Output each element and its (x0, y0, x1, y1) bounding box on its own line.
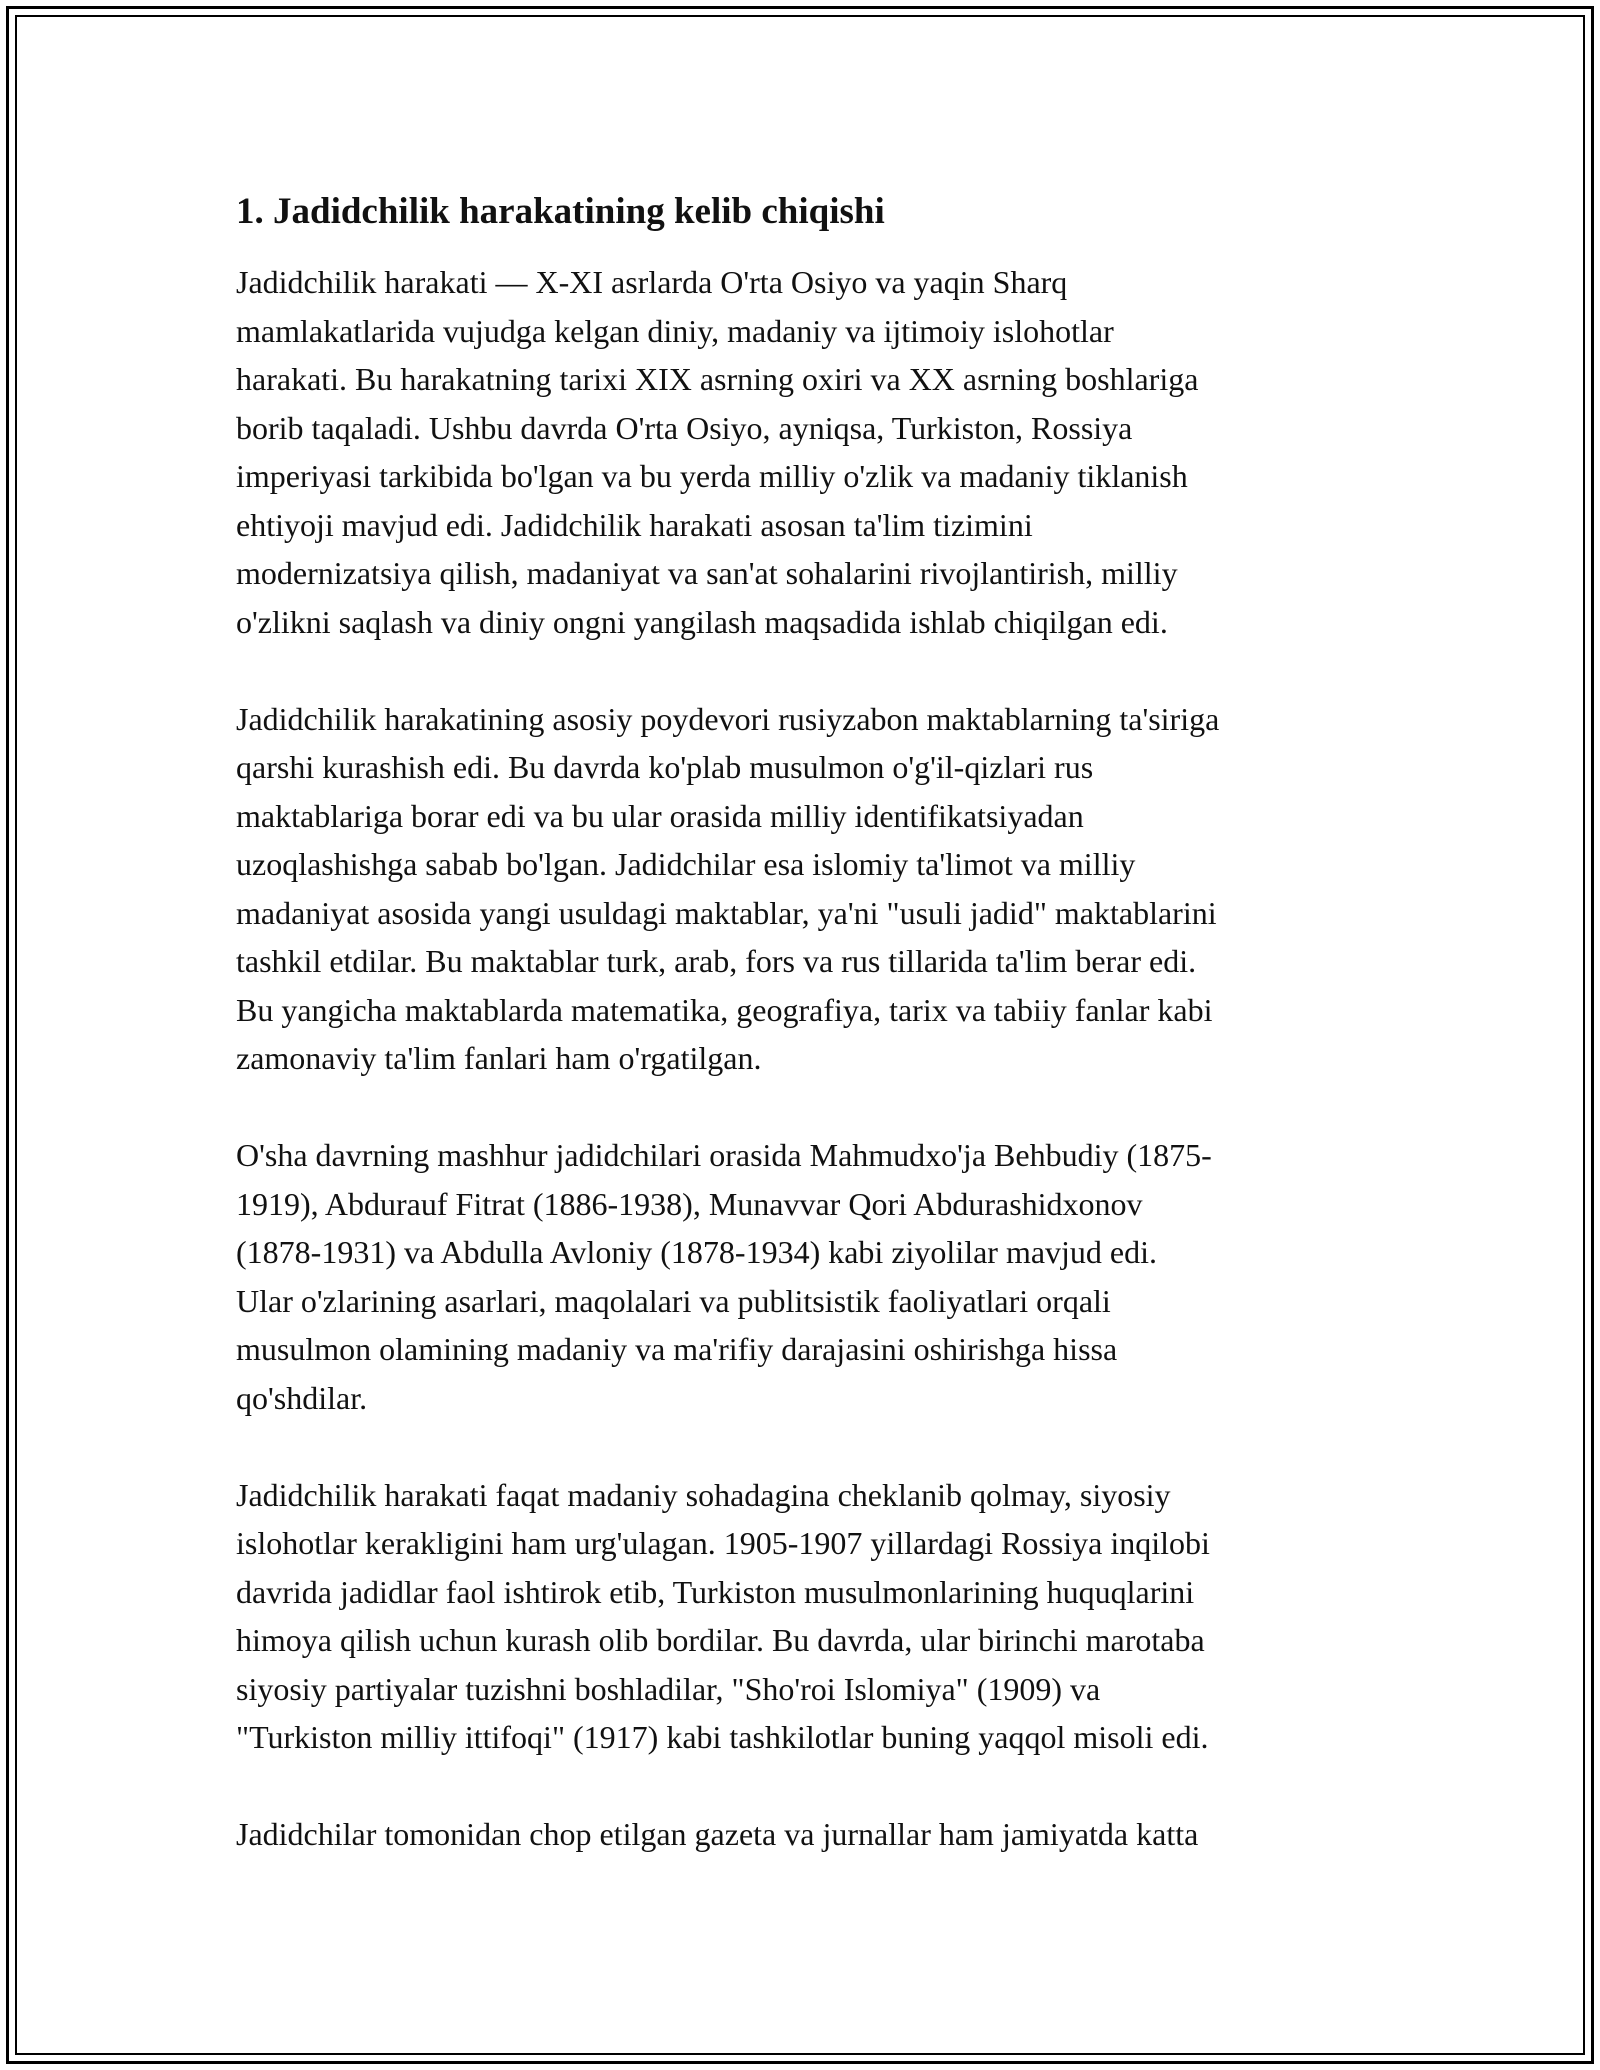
text-line: Ular o'zlarining asarlari, maqolalari va publitsistik faoliyatlari orqali (236, 1282, 1111, 1319)
text-line: imperiyasi tarkibida bo'lgan va bu yerda milliy o'zlik va madaniy tiklanish (236, 458, 1188, 494)
paragraph (236, 1810, 1396, 1859)
paragraph-list (236, 258, 1396, 1859)
text-line: siyosiy partiyalar tuzishni boshladilar, "Sho'roi Islomiya" (1909) va (236, 1670, 1101, 1707)
text-line: himoya qilish uchun kurash olib bordilar. Bu davrda, ular birinchi marotaba (236, 1622, 1205, 1658)
text-line: Jadidchilik harakati faqat madaniy sohadagina cheklanib qolmay, siyosiy (236, 1476, 1171, 1513)
section-heading: 1. Jadidchilik harakatining kelib chiqishi (236, 191, 885, 232)
text-line: modernizatsiya qilish, madaniyat va san'at sohalarini rivojlantirish, milliy (236, 555, 1178, 591)
text-line: (1878-1931) va Abdulla Avloniy (1878-1934) kabi ziyolilar mavjud edi. (236, 1234, 1158, 1270)
paragraph (236, 695, 1396, 1083)
text-line: madaniyat asosida yangi usuldagi maktablar, ya'ni "usuli jadid" maktablarini (236, 894, 1217, 931)
text-line: harakati. Bu harakatning tarixi XIX asrning oxiri va XX asrning boshlariga (236, 361, 1199, 397)
text-line: ehtiyoji mavjud edi. Jadidchilik harakati asosan ta'lim tizimini (236, 506, 1033, 543)
paragraph (236, 1471, 1396, 1762)
text-line: islohotlar kerakligini ham urg'ulagan. 1905-1907 yillardagi Rossiya inqilobi (236, 1525, 1210, 1561)
text-line: qarshi kurashish edi. Bu davrda ko'plab musulmon o'g'il-qizlari rus (236, 749, 1094, 785)
text-line: borib taqaladi. Ushbu davrda O'rta Osiyo, ayniqsa, Turkiston, Rossiya (236, 409, 1133, 446)
text-line: "Turkiston milliy ittifoqi" (1917) kabi tashkilotlar buning yaqqol misoli edi. (236, 1719, 1209, 1755)
text-line: musulmon olamining madaniy va ma'rifiy darajasini oshirishga hissa (236, 1331, 1118, 1367)
text-line: davrida jadidlar faol ishtirok etib, Turkiston musulmonlarining huquqlarini (236, 1573, 1195, 1610)
text-line: maktablariga borar edi va bu ular orasida milliy identifikatsiyadan (236, 797, 1084, 834)
text-line: Bu yangicha maktablarda matematika, geografiya, tarix va tabiiy fanlar kabi (236, 991, 1213, 1028)
paragraph (236, 258, 1396, 646)
text-line: 1919), Abdurauf Fitrat (1886-1938), Munavvar Qori Abdurashidxonov (236, 1185, 1143, 1222)
text-line: Jadidchilik harakati — X-XI asrlarda O'rta Osiyo va yaqin Sharq (236, 264, 1068, 300)
text-line: o'zlikni saqlash va diniy ongni yangilash maqsadida ishlab chiqilgan edi. (236, 603, 1168, 640)
text-line: uzoqlashishga sabab bo'lgan. Jadidchilar esa islomiy ta'limot va milliy (236, 846, 1136, 882)
text-line: Jadidchilik harakatining asosiy poydevori rusiyzabon maktablarning ta'siriga (236, 700, 1220, 737)
text-line: tashkil etdilar. Bu maktablar turk, arab, fors va rus tillarida ta'lim berar edi. (236, 943, 1197, 979)
document-body (236, 188, 1396, 1859)
text-line: mamlakatlarida vujudga kelgan diniy, madaniy va ijtimoiy islohotlar (236, 312, 1114, 349)
text-line: zamonaviy ta'lim fanlari ham o'rgatilgan. (236, 1040, 762, 1076)
text-line: qo'shdilar. (236, 1379, 368, 1416)
paragraph (236, 1131, 1396, 1422)
text-line: O'sha davrning mashhur jadidchilari orasida Mahmudxo'ja Behbudiy (1875- (236, 1137, 1212, 1173)
text-line: Jadidchilar tomonidan chop etilgan gazeta va jurnallar ham jamiyatda katta (236, 1816, 1199, 1852)
